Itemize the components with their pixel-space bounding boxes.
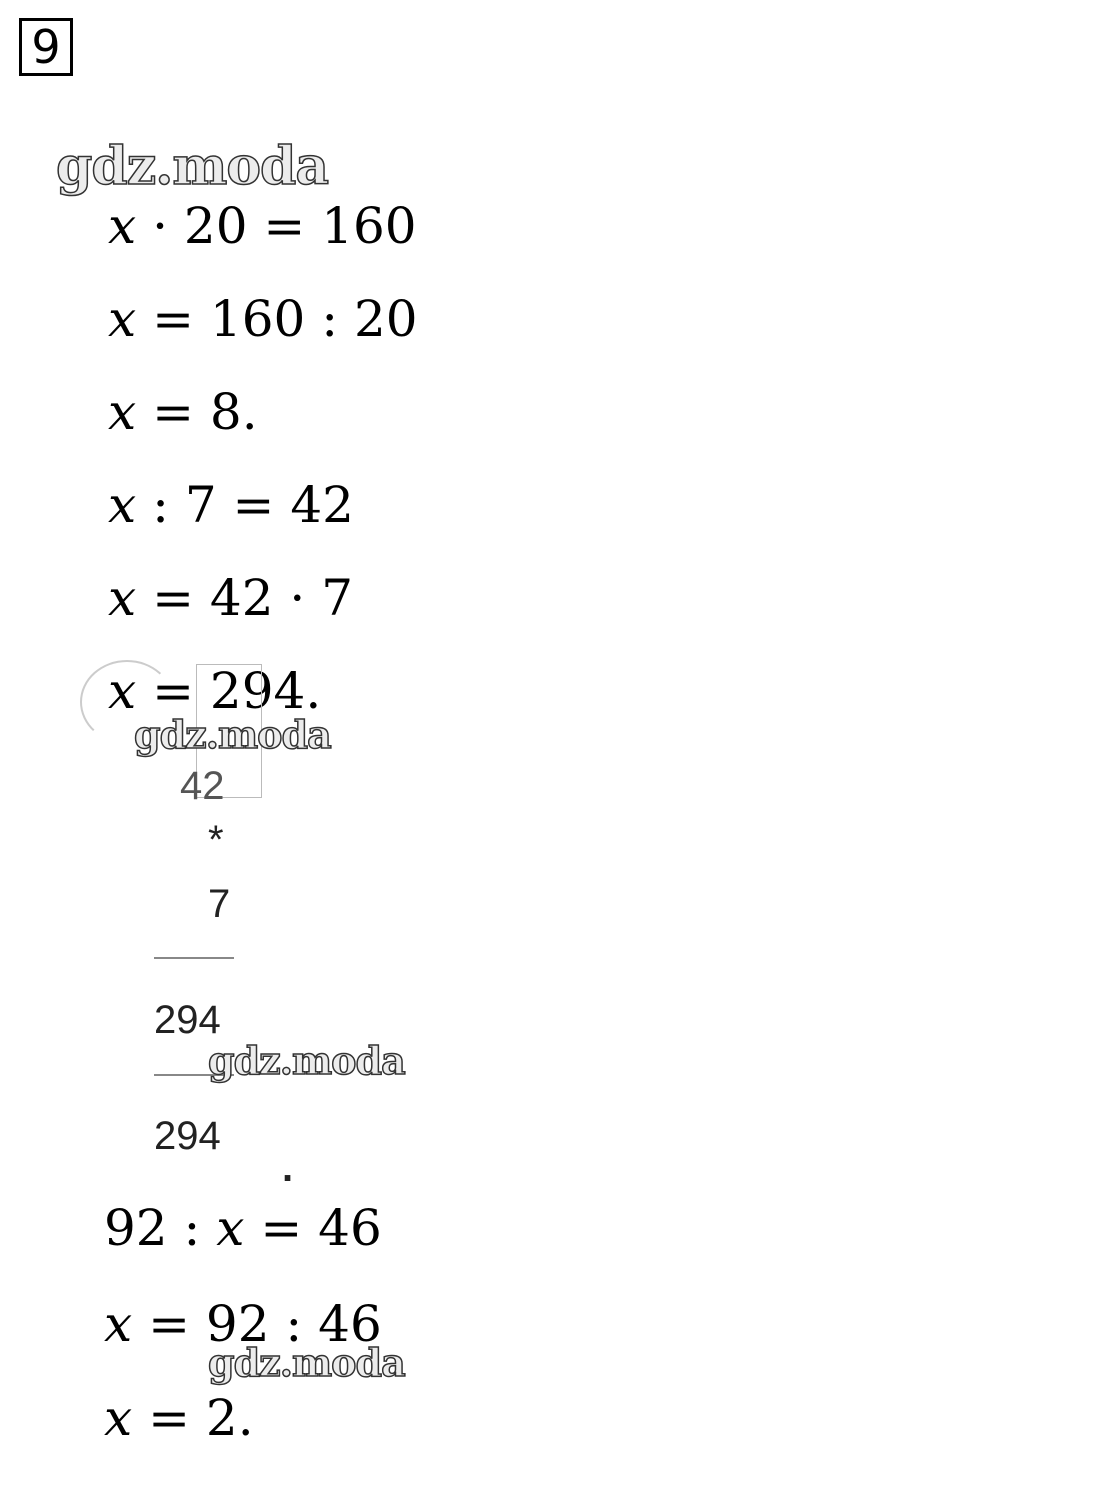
variable-x: x [108,662,137,720]
equation-line [104,1200,382,1256]
variable-x: x [108,383,137,441]
equation-rest: = 92 : 46 [132,1295,382,1353]
variable-x: x [108,290,137,348]
task-number-box: 9 [19,18,73,76]
variable-x: x [108,569,137,627]
column-rule [154,957,234,959]
equation-rest: = 2. [132,1389,254,1447]
equation-line [108,198,417,254]
watermark: gdz.moda [56,136,329,197]
equation-prefix: 92 : [104,1199,217,1257]
equation-line [108,384,258,440]
product-result: 294 [154,1114,221,1158]
equation-rest: = 160 : 20 [136,290,418,348]
watermark: gdz.moda [134,712,331,757]
equation-line [108,477,354,533]
equation-rest: = 8. [136,383,258,441]
multiply-operator: * [208,818,224,862]
equation-rest: = 294. [136,662,322,720]
equation-rest: · 20 = 160 [136,197,417,255]
variable-x: x [108,197,137,255]
equation-line [108,291,418,347]
dot-mark: . [282,1146,294,1190]
watermark: gdz.moda [208,1038,405,1083]
equation-rest: = 42 · 7 [136,569,353,627]
variable-x: x [108,476,137,534]
variable-x: x [104,1295,133,1353]
equation-rest: : 7 = 42 [136,476,354,534]
variable-x: x [104,1389,133,1447]
equation-line [108,570,353,626]
watermark: gdz.moda [208,1340,405,1385]
equation-line [104,1390,254,1446]
partial-product: 294 [154,998,221,1042]
multiplier: 7 [208,882,231,926]
variable-x: x [216,1199,245,1257]
multiplicand: 42 [180,764,225,808]
equation-rest: = 46 [244,1199,382,1257]
